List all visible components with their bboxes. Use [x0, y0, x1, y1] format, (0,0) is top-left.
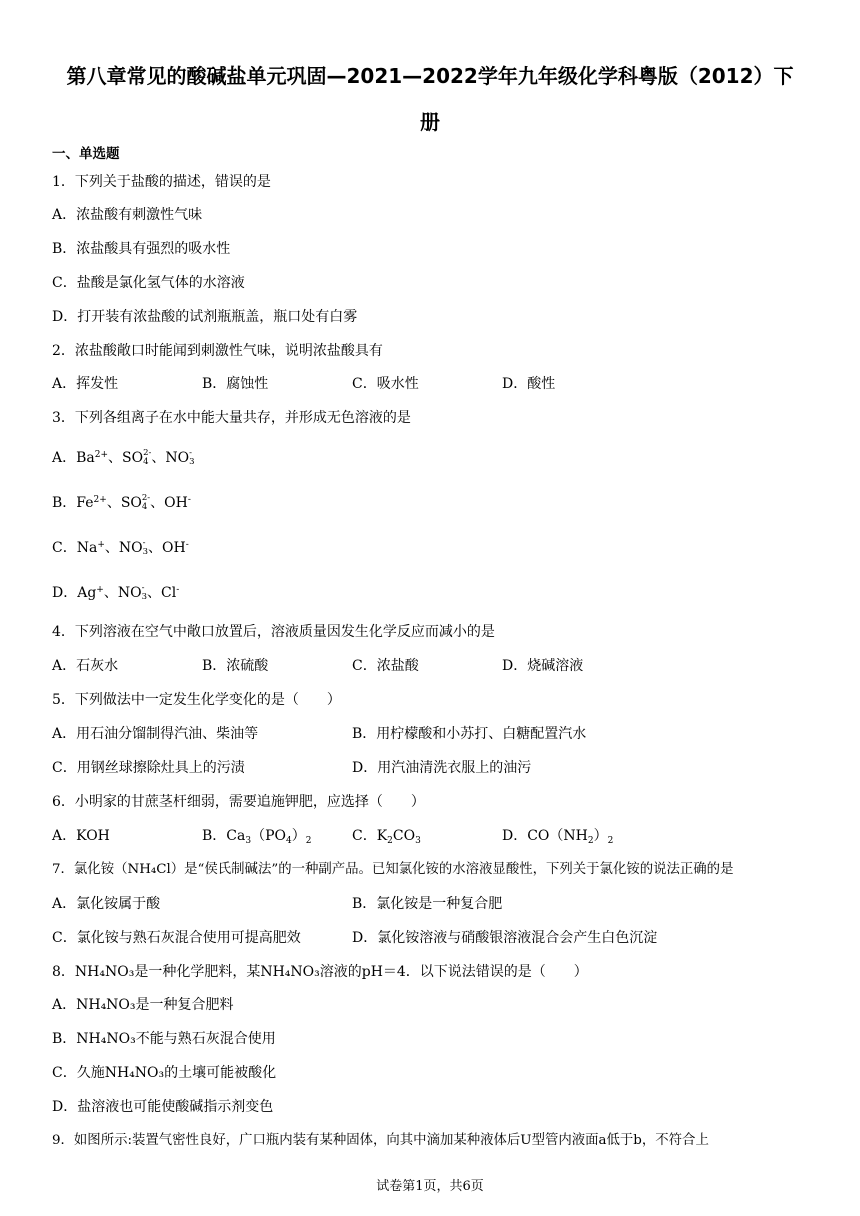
formula-part: B．Ca — [202, 828, 246, 844]
question-3-option-b — [52, 493, 191, 513]
formula-part: D．CO（NH — [502, 828, 588, 844]
question-1-option-a: A．浓盐酸有刺激性气味 — [52, 207, 203, 223]
subscript: 4 — [143, 457, 149, 467]
page-footer: 试卷第1页，共6页 — [376, 1179, 484, 1194]
page-title-line2: 册 — [420, 110, 440, 134]
question-2-option-c: C．吸水性 — [352, 376, 419, 392]
question-5-option-d: D．用汽油清洗衣服上的油污 — [352, 760, 532, 776]
charge: 2+ — [93, 495, 107, 505]
separator: 、 — [150, 495, 165, 511]
question-2-option-b: B．腐蚀性 — [202, 376, 269, 392]
charge: + — [96, 585, 104, 595]
ion-oh: OH — [162, 540, 186, 556]
separator: 、 — [103, 585, 118, 601]
ion-na: C．Na — [52, 540, 98, 556]
subscript: 3 — [245, 836, 252, 846]
question-5-stem: 5．下列做法中一定发生化学变化的是（ ） — [52, 692, 341, 708]
ion-oh: OH — [164, 495, 188, 511]
ion-so: SO — [120, 495, 142, 511]
separator: 、 — [147, 585, 161, 601]
question-8-stem: 8．NH₄NO₃是一种化学肥料，某NH₄NO₃溶液的pH＝4．以下说法错误的是（ ） — [52, 964, 588, 980]
question-8-option-b: B．NH₄NO₃不能与熟石灰混合使用 — [52, 1031, 276, 1047]
question-7-option-d: D．氯化铵溶液与硝酸银溶液混合会产生白色沉淀 — [352, 930, 658, 946]
question-4-option-a: A．石灰水 — [52, 658, 119, 674]
charge: 2- — [143, 448, 152, 458]
ion-no: NO — [117, 585, 142, 601]
question-2-option-d: D．酸性 — [502, 376, 556, 392]
question-5-option-c: C．用钢丝球擦除灶具上的污渍 — [52, 760, 245, 776]
question-5-option-a: A．用石油分馏制得汽油、柴油等 — [52, 726, 259, 742]
question-6-option-d — [502, 826, 613, 846]
question-8-option-a: A．NH₄NO₃是一种复合肥料 — [52, 997, 234, 1013]
subscript: 3 — [142, 547, 149, 557]
formula-part: C．K — [352, 828, 388, 844]
subscript: 4 — [286, 836, 292, 846]
question-6-option-c — [352, 826, 421, 846]
question-4-option-c: C．浓盐酸 — [352, 658, 419, 674]
ion-ba: A．Ba — [52, 450, 95, 466]
separator: 、 — [151, 450, 166, 466]
formula-part: CO — [392, 828, 416, 844]
ion-no: NO — [118, 540, 143, 556]
charge: - — [141, 583, 145, 593]
ion-fe: B．Fe — [52, 495, 94, 511]
question-7-option-c: C．氯化铵与熟石灰混合使用可提高肥效 — [52, 930, 301, 946]
ion-so: SO — [122, 450, 144, 466]
separator: 、 — [108, 450, 123, 466]
question-7-option-b: B．氯化铵是一种复合肥 — [352, 896, 503, 912]
question-1-option-c: C．盐酸是氯化氢气体的水溶液 — [52, 275, 245, 291]
question-3-option-d — [52, 583, 179, 603]
question-3-stem: 3．下列各组离子在水中能大量共存，并形成无色溶液的是 — [52, 410, 411, 426]
question-3-option-c — [52, 538, 189, 558]
charge: - — [189, 448, 192, 458]
question-8-option-d: D．盐溶液也可能使酸碱指示剂变色 — [52, 1099, 274, 1115]
ion-cl: Cl — [161, 585, 177, 601]
subscript: 2 — [387, 836, 393, 846]
charge: - — [142, 538, 146, 548]
question-1-option-b: B．浓盐酸具有强烈的吸水性 — [52, 241, 231, 257]
charge: - — [187, 495, 191, 505]
question-4-option-b: B．浓硫酸 — [202, 658, 269, 674]
question-7-stem: 7．氯化铵（NH₄Cl）是“侯氏制碱法”的一种副产品。已知氯化铵的水溶液显酸性，下列关于氯化铵的说法正确的是 — [52, 862, 734, 877]
charge-stack — [142, 494, 150, 512]
subscript: 2 — [607, 836, 614, 846]
separator: 、 — [106, 495, 121, 511]
charge: + — [97, 540, 105, 550]
subscript: 2 — [305, 836, 312, 846]
subscript: 3 — [141, 592, 147, 602]
subscript: 2 — [587, 836, 594, 846]
question-1-option-d: D．打开装有浓盐酸的试剂瓶瓶盖，瓶口处有白雾 — [52, 309, 358, 325]
question-6-stem: 6．小明家的甘蔗茎杆细弱，需要追施钾肥，应选择（ ） — [52, 794, 425, 810]
formula-part: （PO — [251, 828, 286, 844]
charge: 2+ — [94, 450, 109, 460]
question-6-option-b — [202, 826, 311, 846]
formula-part: ） — [593, 828, 608, 844]
separator: 、 — [104, 540, 119, 556]
question-3-option-a — [52, 448, 195, 468]
question-2-option-a: A．挥发性 — [52, 376, 119, 392]
charge: - — [176, 585, 180, 595]
separator: 、 — [148, 540, 163, 556]
question-1-stem: 1．下列关于盐酸的描述，错误的是 — [52, 174, 271, 190]
subscript: 3 — [415, 836, 421, 846]
formula-part: ） — [291, 828, 306, 844]
charge: 2- — [141, 493, 151, 503]
subscript: 3 — [189, 457, 195, 467]
ion-no: NO — [165, 450, 190, 466]
question-7-option-a: A．氯化铵属于酸 — [52, 896, 161, 912]
question-2-stem: 2．浓盐酸敞口时能闻到刺激性气味，说明浓盐酸具有 — [52, 343, 383, 359]
page-title-line1: 第八章常见的酸碱盐单元巩固—2021—2022学年九年级化学科粤版（2012）下 — [66, 64, 794, 88]
subscript: 4 — [141, 502, 148, 512]
question-6-option-a: A．KOH — [52, 828, 110, 844]
question-8-option-c: C．久施NH₄NO₃的土壤可能被酸化 — [52, 1065, 277, 1081]
question-9-stem: 9．如图所示:装置气密性良好，广口瓶内装有某种固体，向其中滴加某种液体后U型管内液面a低于b，不符合上 — [52, 1133, 709, 1148]
question-4-option-d: D．烧碱溶液 — [502, 658, 584, 674]
question-5-option-b: B．用柠檬酸和小苏打、白糖配置汽水 — [352, 726, 587, 742]
charge: - — [185, 540, 189, 550]
question-4-stem: 4．下列溶液在空气中敞口放置后，溶液质量因发生化学反应而减小的是 — [52, 624, 495, 640]
ion-ag: D．Ag — [52, 585, 97, 601]
charge-stack — [189, 449, 194, 467]
section-heading: 一、单选题 — [52, 146, 120, 162]
